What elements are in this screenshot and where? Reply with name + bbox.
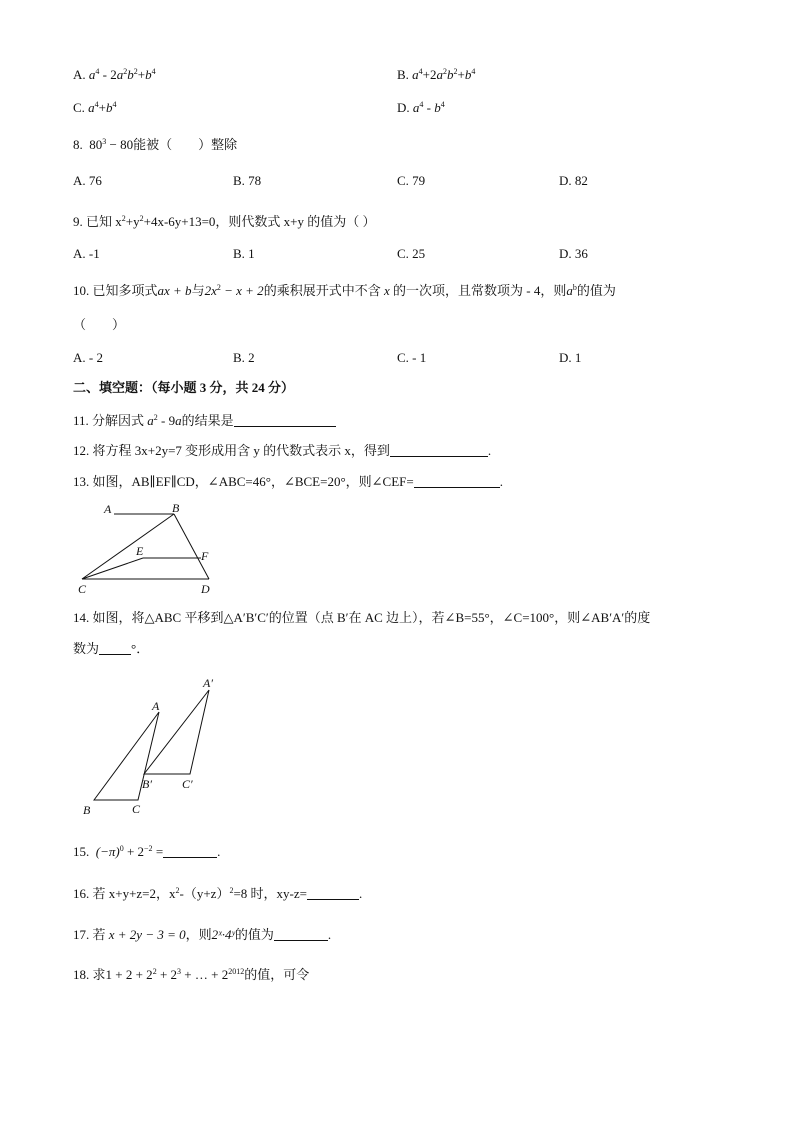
q13-answer-blank[interactable] [414,475,500,488]
q10-option-d: D. 1 [559,350,582,365]
label-b-prime: B′ [142,777,152,791]
q10-option-a: A. - 2 [73,350,103,365]
q7-option-b: B. $a^4+2a^2b^2+b^4$ [397,67,476,82]
q7-option-c: C. $a^4+b^4$ [73,100,117,115]
q12-answer-blank[interactable] [390,444,488,457]
q12-stem: 12. 将方程 3x+2y=7 变形成用含 y 的代数式表示 x，得到 . [73,443,492,458]
label-d: D [201,582,210,596]
q14-stem-line2: 数为 °． [73,641,150,656]
q9-option-b: B. 1 [233,246,255,261]
q14-stem-line1: 14. 如图，将△ABC 平移到△A′B′C′的位置（点 B′在 AC 边上），若∠B=55°，∠C=100°，则∠AB′A′的度 [73,610,651,625]
q10-option-b: B. 2 [233,350,255,365]
label-c-prime: C′ [182,777,193,791]
q16-stem: 16. 若 x+y+z=2，$x^2-(y+z)^2=8$ 时，xy-z= . [73,886,363,901]
q9-option-d: D. 36 [559,246,588,261]
label-f: F [201,549,209,563]
section-heading-fill-blank: 二、填空题：（每小题 3 分，共 24 分） [73,380,295,395]
label-a-prime: A′ [203,676,213,690]
q14-answer-blank[interactable] [99,642,131,655]
q13-figure [70,498,230,600]
q9-option-c: C. 25 [397,246,426,261]
q8-option-d: D. 82 [559,173,588,188]
q16-answer-blank[interactable] [307,887,359,900]
q10-stem: 10. 已知多项式ax + b与$2x^2 - x + 2$的乘积展开式中不含 x 的一次项，且常数项为 - 4，则$a^b$的值为 [73,283,616,298]
q9-stem: 9. 已知 $x^2+y^2+4x-6y+13=0$，则代数式 x+y 的值为（ ） [73,214,376,229]
q8-stem: 8. $80^3 - 80$能被（ ）整除 [73,137,238,152]
q7-option-a: A. $a^4 - 2a^2b^2+b^4$ [73,67,156,82]
q8-option-a: A. 76 [73,173,102,188]
label-c: C [132,802,141,816]
segment-bd [174,514,209,579]
q15-stem: 15. $(-\pi)^0 + 2^{-2}$ = . [73,844,221,859]
q8-option-c: C. 79 [397,173,426,188]
q15-answer-blank[interactable] [163,845,217,858]
q18-stem: 18. 求$1 + 2 + 2^2 + 2^3$ + … + $2^{2012}$的值，可令 [73,967,310,982]
q10-paren: （ ） [73,317,126,332]
label-b: B [83,803,91,817]
segment-ce [82,558,143,579]
q17-answer-blank[interactable] [274,928,328,941]
label-b: B [172,501,180,515]
label-a: A [152,699,160,713]
label-e: E [136,544,144,558]
label-c: C [78,582,87,596]
q11-answer-blank[interactable] [234,414,336,427]
q8-option-b: B. 78 [233,173,262,188]
q14-figure [76,672,226,822]
segment-cb [82,514,174,579]
q17-stem: 17. 若 x + 2y − 3 = 0，则2ˣ·4ʸ的值为 . [73,927,332,942]
q11-stem: 11. 分解因式 $a^2 - 9a$的结果是 [73,412,336,430]
q10-option-c: C. - 1 [397,350,427,365]
q9-option-a: A. -1 [73,246,100,261]
q7-option-d: D. $a^4 - b^4$ [397,100,445,115]
label-a: A [104,502,112,516]
q13-stem: 13. 如图，AB∥EF∥CD，∠ABC=46°，∠BCE=20°，则∠CEF= . [73,474,503,489]
